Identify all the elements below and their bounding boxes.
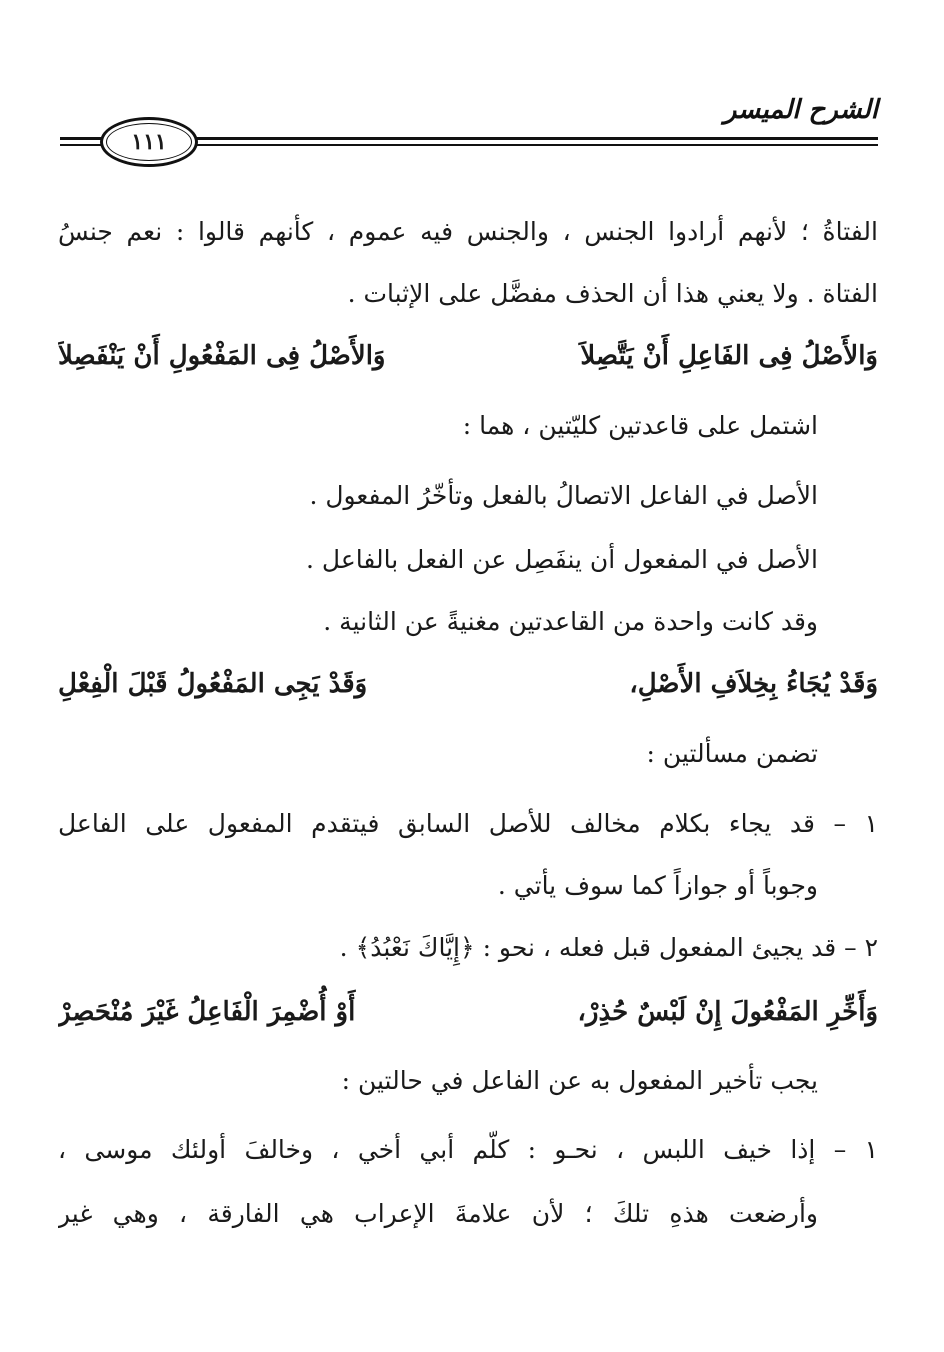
text-line: الفتاة . ولا يعني هذا أن الحذف مفضَّل على الإثبات . (347, 279, 878, 308)
text-line: وقد كانت واحدة من القاعدتين مغنيةً عن الثانية . (323, 607, 818, 636)
verse-line (58, 324, 878, 388)
verse-line (58, 652, 878, 716)
verse-second-hemistich: وَالأَصْلُ فِى المَفْعُولِ أَنْ يَنْفَصِلاَ (58, 341, 386, 371)
text-line: وأرضعت هذهِ تلكَ ؛ لأن علامةَ الإعراب هي الفارقة ، وهي غير (58, 1199, 818, 1228)
text-line: تضمن مسألتين : (646, 739, 818, 768)
verse-first-hemistich: وَأَخِّرِ المَفْعُولَ إِنْ لَبْسٌ حُذِرْ، (577, 997, 878, 1027)
verse-first-hemistich: وَقَدْ يُجَاءُ بِخِلاَفِ الأَصْلِ، (629, 669, 878, 699)
verse-line (58, 980, 878, 1044)
text-line: ٢ – قد يجيئ المفعول قبل فعله ، نحو : ﴿إِيَّاكَ نَعْبُدُ﴾ . (339, 933, 878, 962)
book-title: الشرح الميسر (723, 95, 878, 125)
text-line: اشتمل على قاعدتين كليّتين ، هما : (462, 411, 818, 440)
text-line: يجب تأخير المفعول به عن الفاعل في حالتين : (341, 1066, 818, 1095)
text-line: الأصل في المفعول أن ينفَصِل عن الفعل بالفاعل . (306, 545, 818, 574)
page-number-badge (100, 117, 198, 167)
verse-first-hemistich: وَالأَصْلُ فِى الفَاعِلِ أَنْ يَتَّصِلاَ (580, 341, 878, 371)
text-line: ١ – قد يجاء بكلام مخالف للأصل السابق فيتقدم المفعول على الفاعل (58, 809, 878, 838)
text-line: الأصل في الفاعل الاتصالُ بالفعل وتأخّرُ المفعول . (309, 481, 818, 510)
text-line: وجوباً أو جوازاً كما سوف يأتي . (497, 871, 818, 900)
verse-second-hemistich: أَوْ أُضْمِرَ الْفَاعِلُ غَيْرَ مُنْحَصِرْ (58, 997, 356, 1027)
verse-second-hemistich: وَقَدْ يَجِى المَفْعُولُ قَبْلَ الْفِعْلِ (58, 669, 368, 699)
page-header (60, 95, 878, 165)
text-line: الفتاةُ ؛ لأنهم أرادوا الجنس ، والجنس فيه عموم ، كأنهم قالوا : نعم جنسُ (58, 217, 878, 246)
text-line: ١ – إذا خيف اللبس ، نحـو : كلّم أبي أخي ، وخالفَ أولئك موسى ، (58, 1135, 878, 1164)
page-body (58, 200, 878, 1246)
page-number: ١١١ (131, 129, 167, 155)
